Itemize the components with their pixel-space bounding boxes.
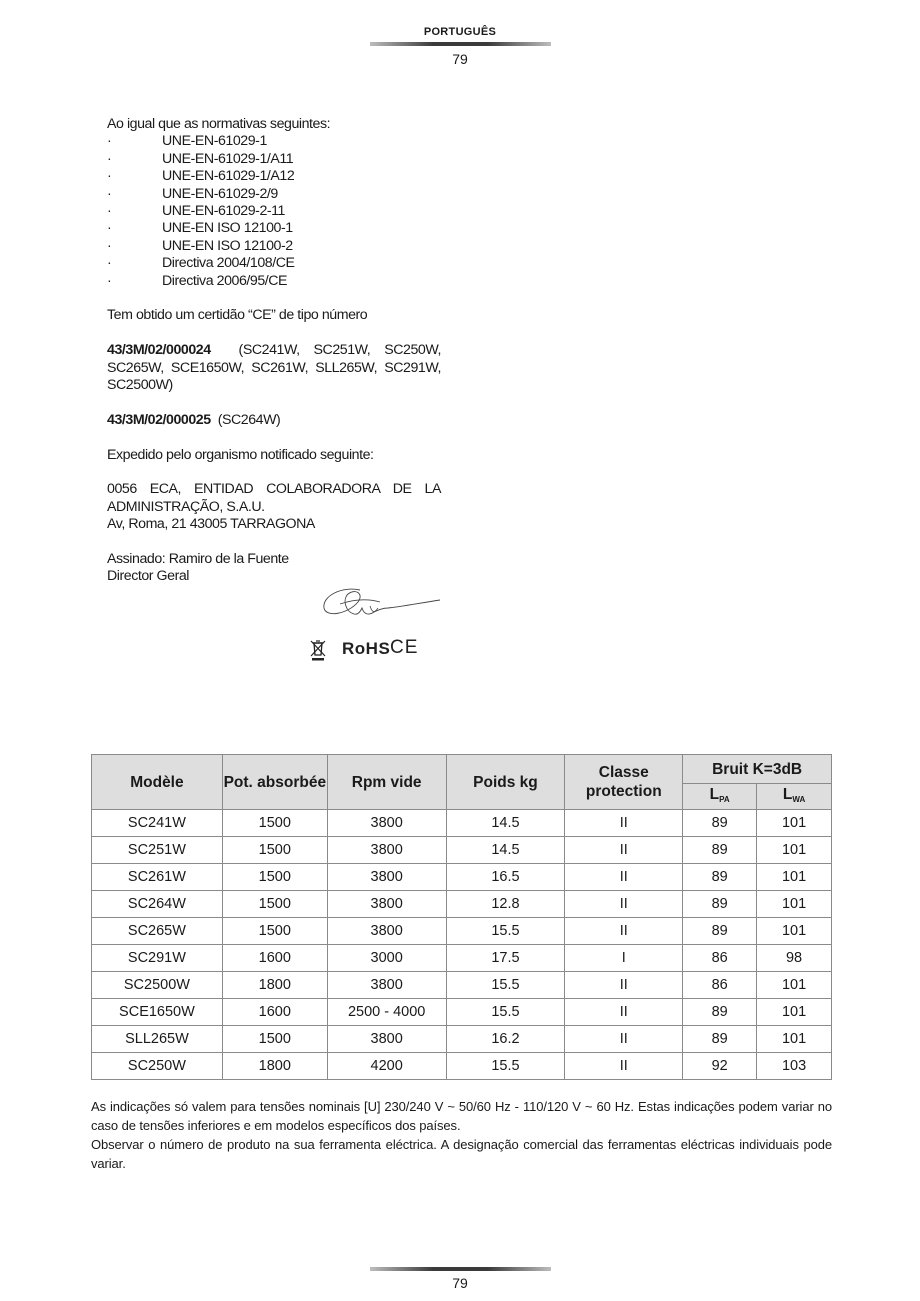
header-rule (370, 42, 551, 46)
standard-item: · UNE-EN-61029-2-11 (107, 203, 441, 220)
signer-role: Director Geral (107, 568, 189, 585)
header-weight: Poids kg (446, 755, 565, 810)
standard-item: · UNE-EN ISO 12100-2 (107, 238, 441, 255)
issued-by: Expedido pelo organismo notificado seguinte: (107, 446, 374, 463)
compliance-marks (308, 636, 428, 662)
certificate-1-models: (SC241W, SC251W, SC250W, SC265W, SCE1650W, SC261W, SLL265W, SC291W, SC2500W) (107, 342, 441, 394)
table-row: SC241W 1500 3800 14.5 II 89 101 (92, 810, 832, 837)
declaration-block (107, 116, 441, 586)
signed-by: Assinado: Ramiro de la Fuente (107, 551, 289, 568)
certificate-text: Tem obtido um certidão “CE” de tipo número (107, 307, 368, 324)
table-row: SC265W 1500 3800 15.5 II 89 101 (92, 918, 832, 945)
note-voltage: As indicações só valem para tensões nominais [U] 230/240 V ~ 50/60 Hz - 110/120 V ~ 60 Hz. Estas indicações podem variar no caso de tensões inferiores e em modelos específicos dos países. (91, 1099, 832, 1133)
table-row: SC250W 1800 4200 15.5 II 92 103 (92, 1053, 832, 1080)
table-row: SC264W 1500 3800 12.8 II 89 101 (92, 891, 832, 918)
table-row: SC2500W 1800 3800 15.5 II 86 101 (92, 972, 832, 999)
table-row: SC261W 1500 3800 16.5 II 89 101 (92, 864, 832, 891)
header-lwa: $L_{WA}$ (757, 784, 832, 810)
certificate-2-models: (SC264W) (217, 411, 281, 428)
table-row: SLL265W 1500 3800 16.2 II 89 101 (92, 1026, 832, 1053)
standard-item: · UNE-EN-61029-1/A11 (107, 151, 441, 168)
rohs-mark: RoHS (342, 639, 391, 658)
certificate-1 (107, 342, 441, 394)
notes (91, 1097, 832, 1173)
standard-item: · UNE-EN-61029-2/9 (107, 186, 441, 203)
header-noise: Bruit K=3dB (683, 755, 832, 784)
standards-list (107, 133, 441, 290)
header-language: PORTUGUÊS (423, 26, 497, 38)
header-power: Pot. absorbée (222, 755, 327, 810)
certificate-1-number: 43/3M/02/000024 (107, 342, 211, 359)
standard-item: · UNE-EN-61029-1 (107, 133, 441, 150)
certificate-2-number: 43/3M/02/000025 (107, 411, 211, 428)
certificate-2 (107, 412, 441, 429)
footer-page-number: 79 (452, 1275, 468, 1291)
standards-intro: Ao igual que as normativas seguintes: (107, 116, 331, 132)
signature-and-marks (300, 578, 450, 668)
header-class: Classe protection (565, 755, 683, 810)
table-row: SC291W 1600 3000 17.5 I 86 98 (92, 945, 832, 972)
standard-item: · UNE-EN-61029-1/A12 (107, 168, 441, 185)
table-row: SC251W 1500 3800 14.5 II 89 101 (92, 837, 832, 864)
standard-item: · Directiva 2004/108/CE (107, 255, 441, 272)
standard-item: · UNE-EN ISO 12100-1 (107, 220, 441, 237)
header-lpa: $L_{PA}$ (683, 784, 757, 810)
table-row: SCE1650W 1600 2500 - 4000 15.5 II 89 101 (92, 999, 832, 1026)
specifications-table (91, 754, 832, 1080)
notified-body-name: 0056 ECA, ENTIDAD COLABORADORA DE LA ADMINISTRAÇÃO, S.A.U. (107, 481, 441, 515)
header-rpm: Rpm vide (327, 755, 446, 810)
note-product-number: Observar o número de produto na sua ferramenta eléctrica. A designação comercial das ferramentas eléctricas individuais pode variar. (91, 1137, 832, 1171)
footer-rule (370, 1267, 551, 1271)
weee-bin-icon (310, 639, 326, 661)
header-model: Modèle (92, 755, 223, 810)
notified-body-address: Av, Roma, 21 43005 TARRAGONA (107, 516, 315, 533)
standard-item: · Directiva 2006/95/CE (107, 273, 441, 290)
header-page-number: 79 (452, 51, 468, 67)
ce-mark: CE (390, 637, 419, 658)
